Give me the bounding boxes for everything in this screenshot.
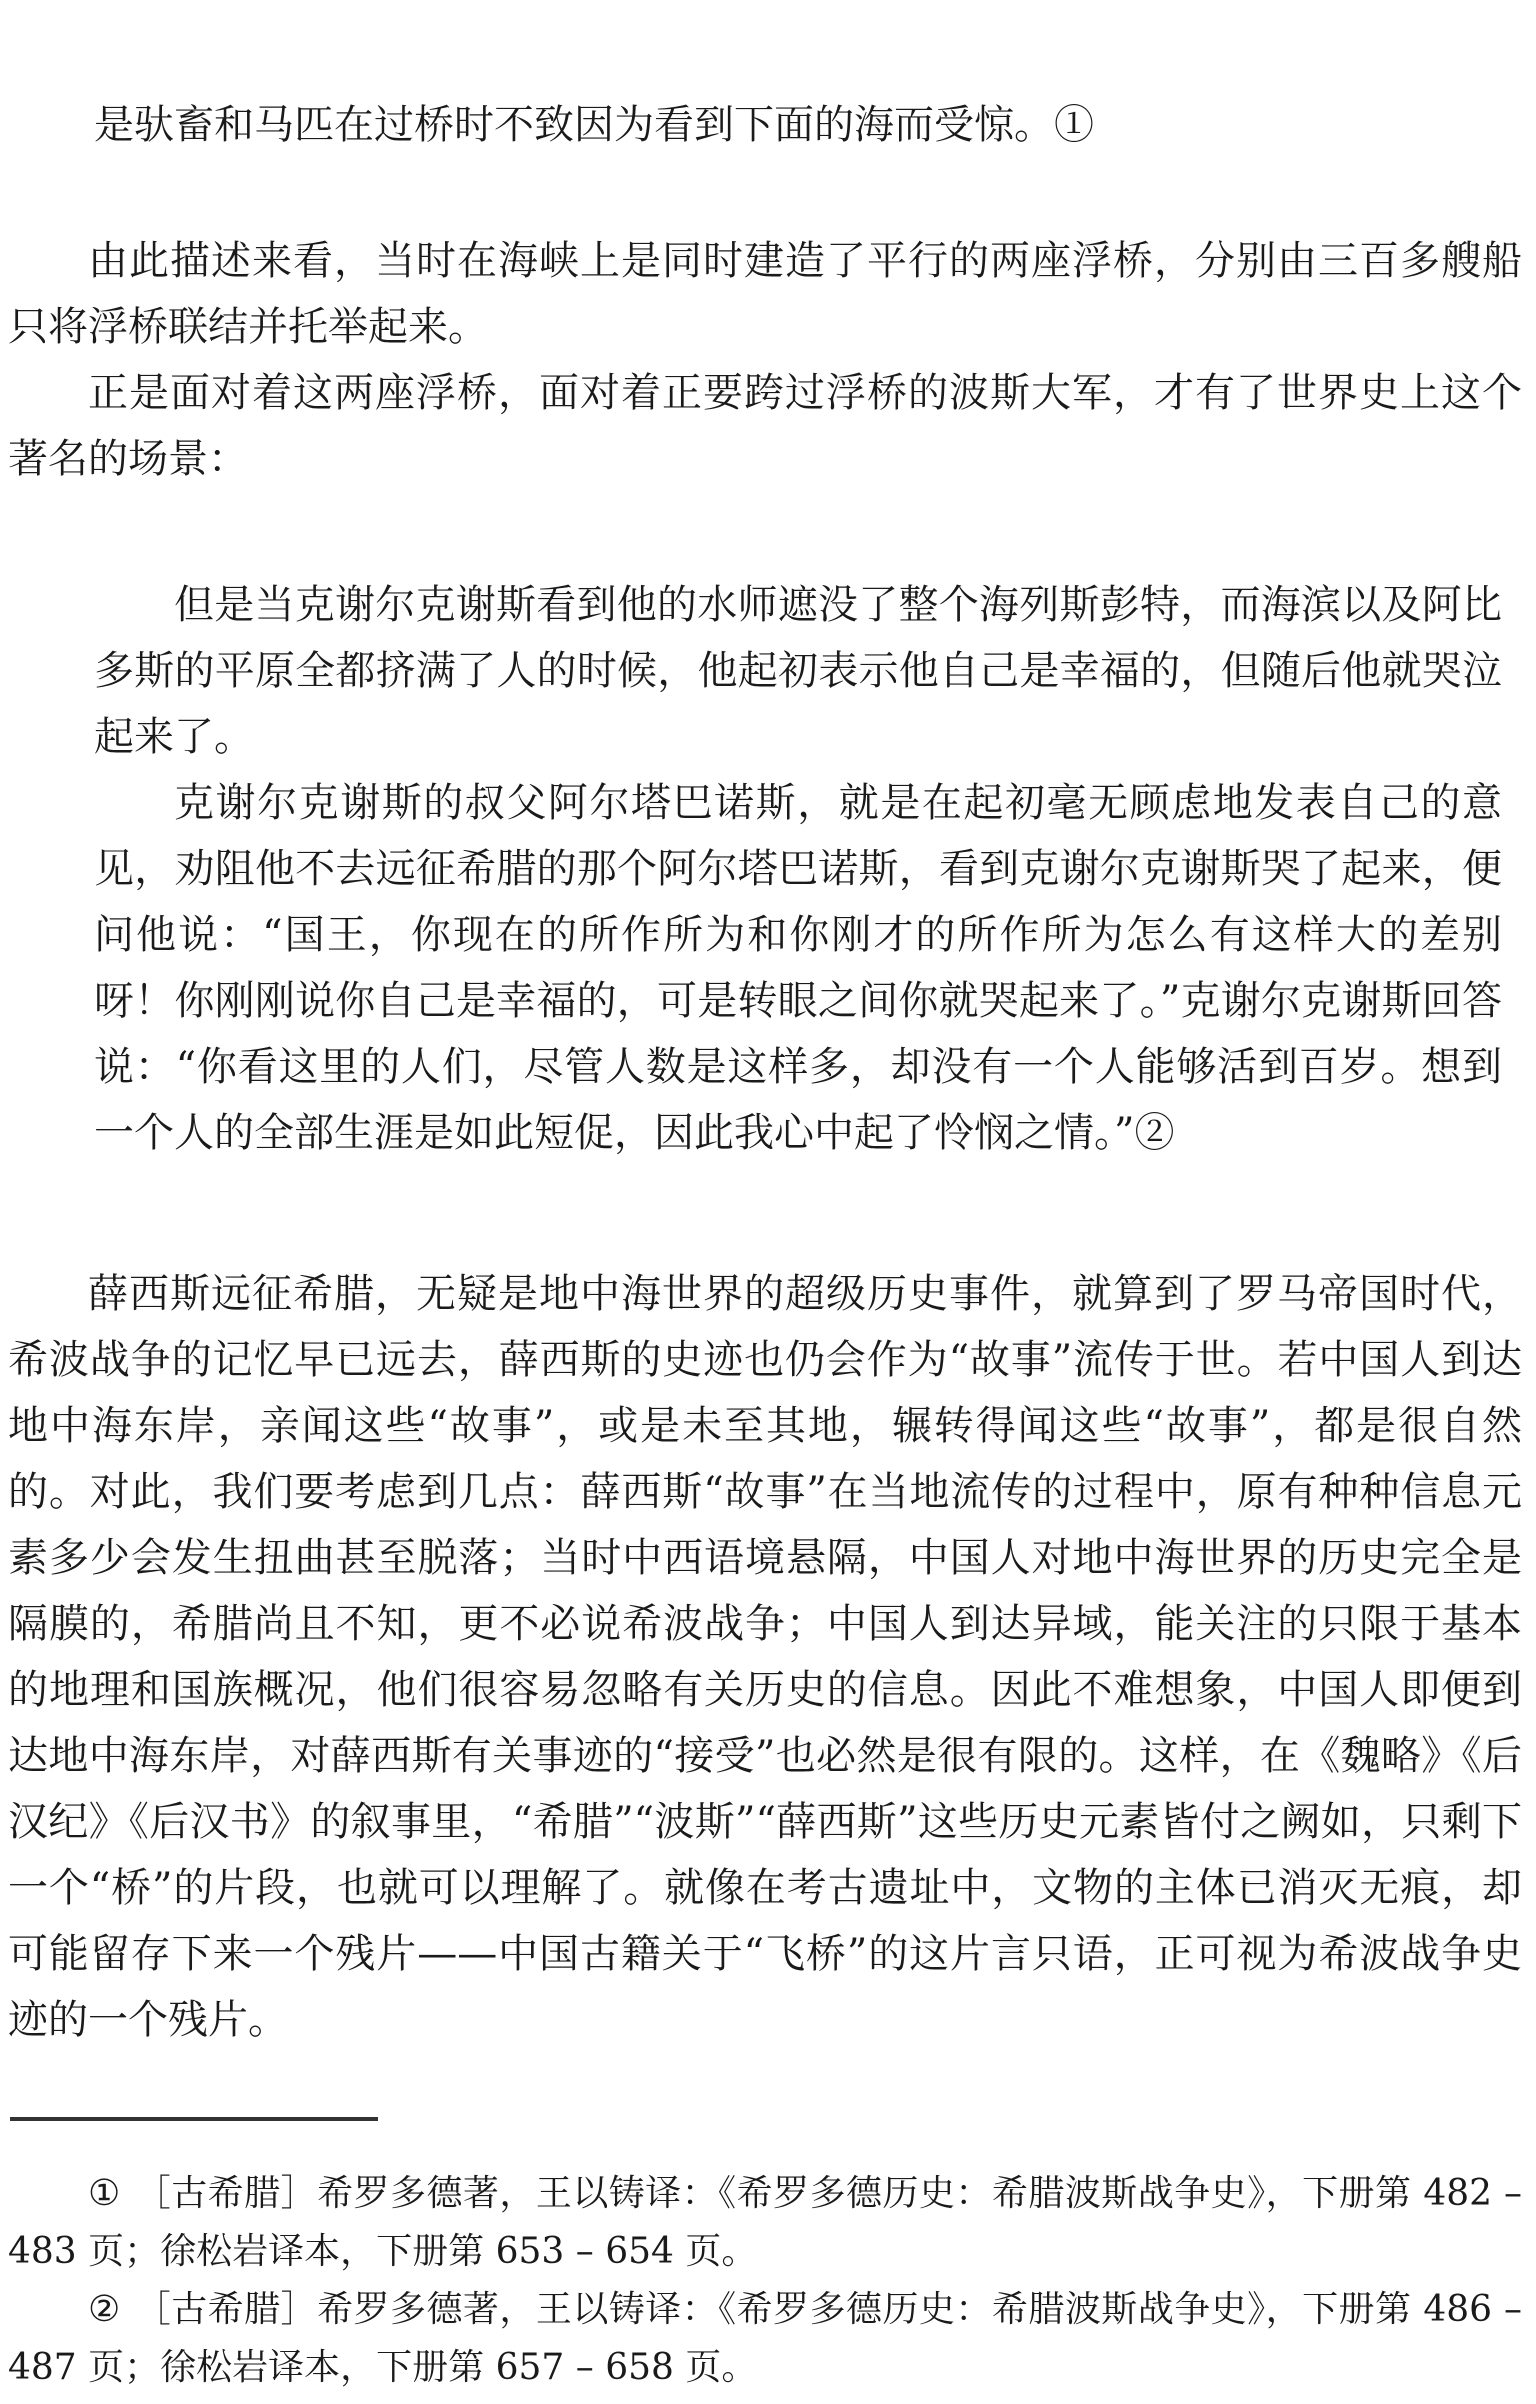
discussion-paragraph: 薛西斯远征希腊，无疑是地中海世界的超级历史事件，就算到了罗马帝国时代，希波战争的记忆早已远去，薛西斯的史迹也仍会作为“故事”流传于世。若中国人到达地中海东岸，亲闻这些“故事”，或是未至其地，辗转得闻这些“故事”，都是很自然的。对此，我们要考虑到几点：薛西斯“故事”在当地流传的过程中，原有种种信息元素多少会发生扭曲甚至脱落；当时中西语境悬隔，中国人对地中海世界的历史完全是隔膜的，希腊尚且不知，更不必说希波战争；中国人到达异域，能关注的只限于基本的地理和国族概况，他们很容易忽略有关历史的信息。因此不难想象，中国人即便到达地中海东岸，对薛西斯有关事迹的“接受”也必然是很有限的。这样，在《魏略》《后汉纪》《后汉书》的叙事里，“希腊”“波斯”“薛西斯”这些历史元素皆付之阙如，只剩下一个“桥”的片段，也就可以理解了。就像在考古遗址中，文物的主体已消灭无痕，却可能留存下来一个残片——中国古籍关于“飞桥”的这片言只语，正可视为希波战争史迹的一个残片。 [8,1271,1522,2043]
footnote-1-marker: ① [88,2173,121,2214]
footnotes-section [8,2165,1522,2397]
paragraph-scene-intro: 正是面对着这两座浮桥，面对着正要跨过浮桥的波斯大军，才有了世界史上这个著名的场景： [8,370,1522,482]
footnote-separator-rule [10,2117,378,2121]
quote-paragraph-1: 但是当克谢尔克谢斯看到他的水师遮没了整个海列斯彭特，而海滨以及阿比多斯的平原全都挤满了人的时候，他起初表示他自己是幸福的，但随后他就哭泣起来了。 [94,582,1502,760]
herodotus-blockquote [94,572,1502,1166]
footnote-1-text: ［古希腊］希罗多德著，王以铸译：《希罗多德历史：希腊波斯战争史》，下册第 482 – 483 页；徐松岩译本，下册第 653 – 654 页。 [8,2173,1522,2272]
footnote-2-text: ［古希腊］希罗多德著，王以铸译：《希罗多德历史：希腊波斯战争史》，下册第 486 – 487 页；徐松岩译本，下册第 657 – 658 页。 [8,2289,1522,2388]
footnote-1 [8,2165,1522,2281]
footnote-2-marker: ② [88,2289,121,2330]
quote-continuation-line: 是驮畜和马匹在过桥时不致因为看到下面的海而受惊。① [94,102,1094,148]
footnote-2 [8,2281,1522,2397]
paragraph-bridges: 由此描述来看，当时在海峡上是同时建造了平行的两座浮桥，分别由三百多艘船只将浮桥联结并托举起来。 [8,238,1522,350]
quote-paragraph-2: 克谢尔克谢斯的叔父阿尔塔巴诺斯，就是在起初毫无顾虑地发表自己的意见，劝阻他不去远征希腊的那个阿尔塔巴诺斯，看到克谢尔克谢斯哭了起来，便问他说：“国王，你现在的所作所为和你刚才的所作所为怎么有这样大的差别呀！你刚刚说你自己是幸福的，可是转眼之间你就哭起来了。”克谢尔克谢斯回答说：“你看这里的人们，尽管人数是这样多，却没有一个人能够活到百岁。想到一个人的全部生涯是如此短促，因此我心中起了怜悯之情。”② [94,780,1502,1156]
